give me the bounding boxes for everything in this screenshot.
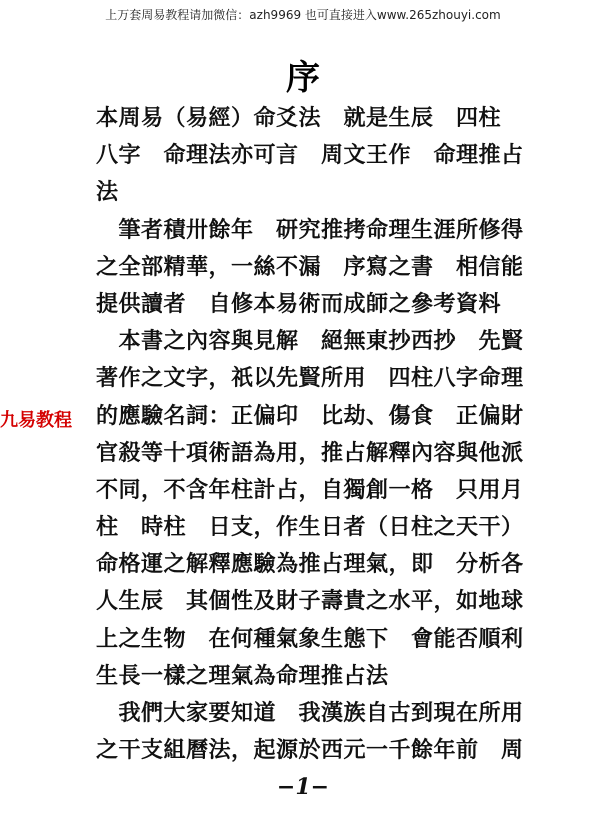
text-line: 柱 時柱 日支，作生日者（日柱之天干） xyxy=(96,514,524,541)
text-line: 人生辰 其個性及財子壽貴之水平，如地球 xyxy=(96,588,524,615)
text-line: 之干支組曆法，起源於西元一千餘年前 周 xyxy=(96,737,524,764)
page-number: −1− xyxy=(276,774,330,800)
text-line: 命格運之解釋應驗為推占理氣，即 分析各 xyxy=(96,551,524,578)
text-line: 本書之內容與見解 絕無東抄西抄 先賢 xyxy=(96,328,524,355)
text-line: 法 xyxy=(96,179,119,206)
preface-body xyxy=(96,100,538,769)
text-line: 筆者積卅餘年 研究推拷命理生涯所修得 xyxy=(96,216,524,243)
text-line: 生長一樣之理氣為命理推占法 xyxy=(96,662,389,689)
text-line: 提供讀者 自修本易術而成師之參考資料 xyxy=(96,290,502,317)
text-line: 官殺等十項術語為用，推占解釋內容與他派 xyxy=(96,439,524,466)
text-line: 之全部精華，一絲不漏 序寫之書 相信能 xyxy=(96,253,524,280)
watermark-label: 九易教程 xyxy=(0,410,72,431)
text-line: 不同，不含年柱計占，自獨創一格 只用月 xyxy=(96,476,524,503)
text-line: 上之生物 在何種氣象生態下 會能否順利 xyxy=(96,625,524,652)
text-line: 的應驗名詞：正偏印 比劫、傷食 正偏財 xyxy=(96,402,524,429)
text-line: 八字 命理法亦可言 周文王作 命理推占 xyxy=(96,142,524,169)
page-header: 上万套周易教程请加微信：azh9969 也可直接进入www.265zhouyi.com xyxy=(105,8,501,22)
text-line: 著作之文字，祇以先賢所用 四柱八字命理 xyxy=(96,365,524,392)
text-line: 我們大家要知道 我漢族自古到現在所用 xyxy=(96,700,524,726)
page-title: 序 xyxy=(286,58,320,98)
text-line: 本周易（易經）命爻法 就是生辰 四柱 xyxy=(96,105,502,131)
